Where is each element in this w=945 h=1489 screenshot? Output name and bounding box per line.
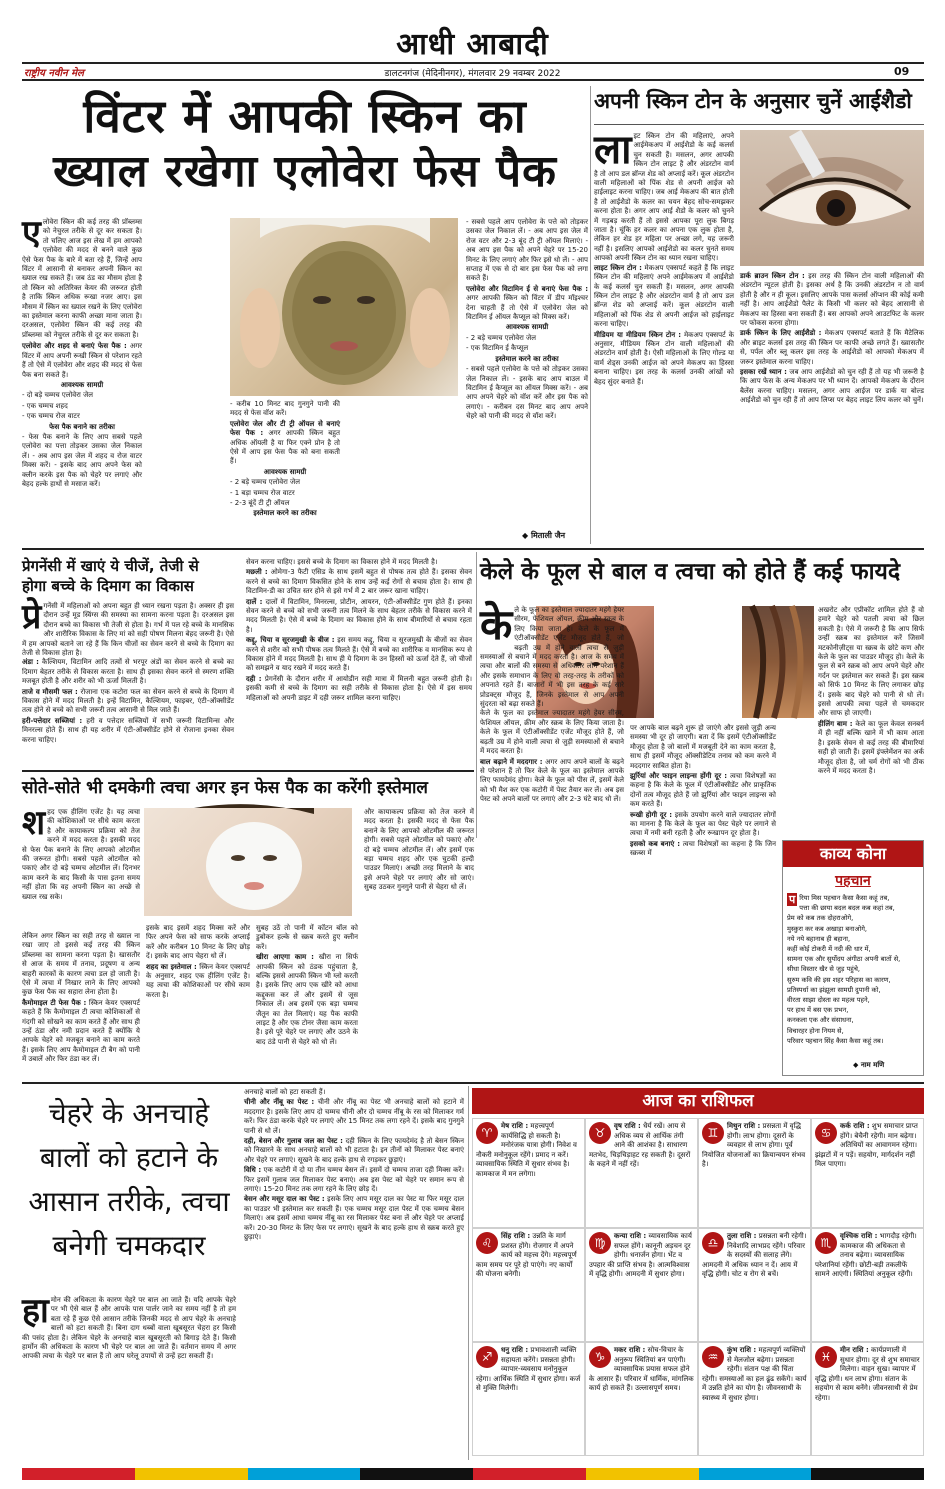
poem-line: विचारहर होना नियम से, xyxy=(787,1026,844,1035)
libra-icon: ♎ xyxy=(702,1232,724,1254)
raashi-cell xyxy=(585,1228,698,1342)
capricorn-icon: ♑ xyxy=(589,1346,611,1368)
materials-title: आवश्यक सामग्री xyxy=(60,380,104,389)
poem-line: सुरुम कवि की इस शहर परिहास का कारण, xyxy=(787,975,891,984)
banana-col2 xyxy=(630,724,776,858)
method-title: फेस पैक बनाने का तरीका xyxy=(49,422,115,431)
sub-text: दही स्किन के लिए फायदेमंद है तो बेसन स्किन को निखारने के साथ अनचाहे बालों को भी हटाता है। इन तीनों को मिलाकर पेस्ट बनाएं और चेहरे पर लगाएं। सूखने के बाद हल्के हाथ से रगड़कर छुड़ाएं। xyxy=(244,1137,464,1164)
poem-line: नये नये बहानाब ही बहाना, xyxy=(787,934,851,943)
eyeshadow-col1 xyxy=(594,127,734,536)
sub-heading: डार्क स्किन के लिए आईशैडो : xyxy=(740,329,822,338)
sub-text: इसके लिए आप मसूर दाल का पेस्ट या फिर मसूर दाल का पाउडर भी इस्तेमाल कर सकती हैं। एक चम्मच मसूर दाल पेस्ट में एक चम्मच बेसन मिलाएं। अब इसमें आधा चम्मच नींबू का रस मिलाकर पेस्ट बना लें और चेहरे पर अप्लाई करें। 20-30 मिनट के लिए फेस पर लगाएं। सूखने के बाद हल्के हाथ से स्क्रब करते हुए छुड़ाएं। xyxy=(244,1195,464,1242)
poem-section-header xyxy=(783,841,923,867)
intro-text: इट स्किन टोन की महिलाएं, अपने आईमेकअप में आईशैडो के कई कलर्स चुन सकती हैं। मसलन, अगर आपकी स्किन टोन लाइट है और अंडरटोन वार्म है तो आप डल ब्रॉन्ज शेड को अप्लाई करें। कूल अंडरटोन वाली महिलाओं को पिंक शेड से अपनी आईज को हाईलाइट करना चाहिए। जब आई मेकअप की बात होती है तो आईशैडो के कलर का चयन बेहद सोच-समझकर करना होता है। अगर आप आई शैडो के कलर को चुनने में गड़बड़ करती हैं तो इससे आपका पूरा लुक बिगड़ जाता है। चूंकि हर कलर का अपना एक लुक होता है, लेकिन हर शेड हर महिला पर अच्छा लगे, यह जरूरी नहीं है। इसलिए आपको आईशैडो का कलर चुनते समय आपको अपनी स्किन टोन का ध्यान रखना चाहिए। xyxy=(594,132,734,263)
sub-text: मेकअप एक्सपर्ट बताते हैं कि मैटेलिक और ब्राइट कलर्स इस तरह की स्किन पर काफी अच्छे लगते हैं। ख्वासतौर से, पर्पल और ब्लू कलर इस तरह के आईशैडो को आपको मेकअप में जरूर इस्तेमाल करना चाहिए। xyxy=(740,329,924,366)
sub-text: इस तरह की स्किन टोन वाली महिलाओं की अंडरटोन न्यूटल होती है। इसका अर्थ है कि उनकी अंडरटोन न तो वार्म होती है और न ही कूल। इसलिए आपके पास कलर्स ऑप्शन की कोई कमी नहीं है। आप आईशैडो पैलेट के किसी भी कलर को बेहद आसानी से मेकअप का हिस्सा बना सकती हैं। बस आपको अपने आउटफिट के कलर पर फोकस करना होगा। xyxy=(740,272,924,328)
dropcap: श xyxy=(22,803,46,843)
virgo-icon: ♍ xyxy=(589,1232,611,1254)
sub-heading: शहद का इस्तेमाल : xyxy=(146,962,197,971)
col2-text: इसके बाद इसमें शहद मिक्स करें और फिर अपने फेस को साफ करके अप्लाई करें और करीबन 10 मिनट के लिए छोड़ दें। इसके बाद आप चेहरा धो लें। xyxy=(146,924,250,961)
raashi-name: कन्या राशि : xyxy=(614,1232,647,1240)
method-text: - फेस पैक बनाने के लिए आप सबसे पहले एलोवेरा का पत्ता तोड़कर उसका जेल निकाल लें। - अब आप इस जेल में शहद व रोज वाटर मिक्स करें। - इसके बाद आप अपने फेस को क्लीन करके इस पैक को चेहरे पर लगाएं और बेहद हल्के हाथों से मसाज करें। xyxy=(22,432,142,488)
material-item: - दो बड़े चम्मच एलोवेरा जेल xyxy=(22,391,94,400)
poem-byline-text: नाम मणि xyxy=(860,1061,885,1069)
sub-text: केले का फूल केवल सनबर्न में ही नहीं बल्कि खाने में भी काम आता है। इसके सेवन से कई तरह की बीमारियां सही हो जाती हैं। इसमें इंफ्लेमेंशन का अर्क मौजूद होता है, जो चर्म रोगों को भी ठीक करने में मदद करता है। xyxy=(818,719,925,775)
headline-line3: आसान तरीके, त्वचा xyxy=(28,1185,230,1218)
headline-line2: ख्याल रखेगा एलोवेरा फेस पैक xyxy=(53,146,557,197)
article-hair-removal-headline xyxy=(22,1092,236,1268)
article-eyeshadow xyxy=(594,84,924,544)
raashi-cell xyxy=(811,1342,924,1456)
sagittarius-icon: ♐ xyxy=(476,1346,498,1368)
dropcap: प्रे xyxy=(22,597,42,637)
raashi-cell xyxy=(585,1118,698,1228)
sub-text: कैल्शियम, विटामिन आदि तत्वों से भरपूर अंडों का सेवन करने से बच्चे का दिमाग बेहतर तरीके से विकास करता है। साथ ही इसका सेवन करने से स्मरण शक्ति मजबूत होती है और शरीर को भी ऊर्जा मिलती है। xyxy=(22,658,234,686)
divider-vertical-mid xyxy=(476,552,477,838)
pregnancy-col1 xyxy=(22,597,234,768)
sub-text: ओमेगा-3 फैटी एसिड के साथ इसमें बहुत से पोषक तत्व होते हैं। इसका सेवन करने से बच्चे का दिमाग विकसित होने के साथ उन्हें कई रोगों से बचाव होता है। साथ ही विटामिन-डी का उचित स्तर होने से इसे गर्भ में 2 बार जरूर खाना चाहिए। xyxy=(246,568,473,596)
poem-lines xyxy=(787,893,921,1059)
divider-vertical-top xyxy=(590,86,591,544)
col1-text: हद एक हीलिंग एजेंट है। यह त्वचा की कोशिकाओं पर सीधे काम करता है और कायाकल्प प्रक्रिया को तेज करने में मदद करता है। इसकी मदद से फेस पैक बनाने के लिए आपको ओटमील की जरूरत होगी। सबसे पहले ओटमील को पकाएं और दो बड़े चम्मच ओटमील लें। दिनभर काम करने के बाद किसी के पास इतना समय नहीं होता कि वह अपनी स्किन का अच्छे से ख्याल रख सके। xyxy=(22,808,140,901)
headline-line4: बनेगी चमकदार xyxy=(52,1229,206,1262)
footer-strip-cyan2 xyxy=(699,1468,812,1480)
raashi-text: शुभ समाचार प्राप्त होंगे। बेचैनी रहेगी। मान बढ़ेगा। अतिथियों का आवागमन रहेगा। झंझटों में न पड़ें। सहयोग, मार्गदर्शन नहीं मिल पाएगा। xyxy=(815,1122,918,1169)
sub-heading: खीरा आएगा काम : xyxy=(256,953,314,962)
sub-heading: रूखी होगी दूर : xyxy=(630,810,673,819)
sub-text: मेकअप एक्सपर्ट के अनुसार, मीडियम स्किन टोन वाली महिलाओं की अंडरटोन वार्म होती है। ऐसी महिलाओं के लिए गोल्ड या वार्म शेड्स उनकी आईज को अपने मेकअप का हिस्सा बनाना चाहिए। इस तरह के कलर्स उनकी आंखों को बेहद सुंदर बनाते हैं। xyxy=(594,330,734,386)
dropcap: के xyxy=(480,600,513,649)
hair-removal-col1 xyxy=(22,1291,236,1460)
eye-makeup-photo xyxy=(740,130,924,266)
raashi-cell xyxy=(811,1118,924,1228)
poem-box xyxy=(782,840,924,1076)
footer-strip-red2 xyxy=(473,1468,586,1480)
sub-heading: इसको कब बनाएं : xyxy=(630,839,681,848)
raashi-cell xyxy=(472,1118,585,1228)
col2-text: सेवन करना चाहिए। इससे बच्चे के दिमाग का विकास होने में मदद मिलती है। xyxy=(246,558,438,566)
poem-byline xyxy=(853,1061,884,1070)
taurus-icon: ♉ xyxy=(589,1122,611,1144)
poem-line: वीरता साझा दोस्ता का महत्व पहने, xyxy=(787,996,870,1005)
raashi-cell xyxy=(698,1118,811,1228)
col3-text: - सबसे पहले आप एलोवेरा के पत्ते को तोड़कर उसका जेल निकाल लें। - अब आप इस जेल में रोज वटर और 2-3 बूंद टी ट्री ऑयल मिलाएं। - अब आप इस पैक को अपने चेहरे पर 15-20 मिनट के लिए लगाएं और फिर इसे धो लें। - आप सप्ताह में एक से दो बार इस फेस पैक को लगा सकते हैं। xyxy=(466,218,588,283)
sub-text: स्किन केयर एक्सपर्ट कहते हैं कि कैमोमाइल टी त्वचा कोशिकाओं से गंदगी को सोखने का काम करते हैं और साथ ही उन्हें ठंडा और नमी प्रदान करते हैं क्योंकि ये आपके चेहरे को मजबूत बनाने का काम करते हैं। इसके लिए आप कैमोमाइल टी बैग को पानी में उबालें और फिर ठंडा कर लें। xyxy=(22,998,140,1064)
sub-text: त्वचा विशेषज्ञों का कहना है कि केले के फूल में एंटीऑक्सीडेंट और प्राकृतिक दोनों तत्व मौजूद होते हैं जो झुर्रियां और फाइन लाइन्स को कम करते हैं। xyxy=(630,772,776,809)
raashi-name: सिंह राशि : xyxy=(501,1232,531,1240)
eye-illustration xyxy=(740,130,924,266)
leo-icon: ♌ xyxy=(476,1232,498,1254)
poem-dropcap: प xyxy=(789,893,796,906)
material-item: - 1 बड़ा चम्मच रोज वाटर xyxy=(230,488,295,497)
footer-strip-yellow xyxy=(135,1468,248,1480)
material-item: - 2 बड़े चम्मच एलोवेरा जेल xyxy=(466,333,536,342)
article-banana-headline: केले के फूल से बाल व त्वचा को होते हैं कई फायदे xyxy=(480,559,901,585)
raashi-name: मीन राशि : xyxy=(840,1346,869,1354)
sub-text: इसके उपयोग करने वाले ज्यादातर लोगों का मानना है कि केले के फूल का पेस्ट चेहरे पर लगाने से त्वचा में नमी बनी रहती है और रूखापन दूर होता है। xyxy=(630,810,776,838)
poem-line: कनकला एक और संसाधना, xyxy=(787,1016,854,1025)
sub-heading: दही : xyxy=(246,674,262,683)
raashi-name: वृष राशि : xyxy=(614,1122,641,1130)
sub-heading: लाइट स्किन टोन : xyxy=(594,263,642,272)
raashi-text: प्रसन्नता बनी रहेगी। निवेशादि लाभप्रद रहेंगे। परिवार के सदस्यों की सलाह लेंगे। आमदनी में अधिक ध्यान न दें। आय में वृद्धि होगी। चोट व रोग से बचें। xyxy=(702,1232,807,1279)
material-item: - एक चम्मच रोज वाटर xyxy=(22,412,80,421)
sleeping-col1 xyxy=(22,803,140,930)
raashi-text: महत्त्वपूर्ण कार्यसिद्धि हो सकती है। मनोरंजक यात्रा होगी। निवेश व नौकरी मनोनुकूल रहेंगे। प्रमाद न करें। व्यावसायिक स्थिति में सुधार संभव है। कामकाज में मन लगेगा। xyxy=(476,1122,577,1178)
raashi-text: उन्नति के मार्ग प्रशस्त होंगे। रोजगार में अपने कार्य को महत्त्व देंगे। महत्त्वपूर्ण काम समय पर पूरे हो पाएंगे। नए कार्यों की योजना बनेगी। xyxy=(476,1232,577,1279)
divider-horizontal-1 xyxy=(22,548,924,550)
raashi-text: व्यावसायिक कार्य सफल होंगे। कानूनी अड़चन दूर होगी। धनार्जन होगा। भेंट व उपहार की प्राप्ति संभव है। आत्मविश्वास में वृद्धि होगी। आमदनी में सुधार होगा। xyxy=(589,1232,692,1279)
raashifal-title: आज का राशिफल xyxy=(642,1091,754,1111)
article-sleeping-facepack xyxy=(22,774,474,1080)
raashi-cell xyxy=(472,1228,585,1342)
sub-heading: ताजे व मौसमी फल : xyxy=(22,687,78,696)
article-pregnancy xyxy=(22,552,472,768)
col2-text: अनचाहे बालों को हटा सकती हैं। xyxy=(244,1088,326,1096)
sub-heading: बाल बढ़ाने में मददगार : xyxy=(480,757,543,766)
material-item: - एक चम्मच शहद xyxy=(22,401,68,410)
byline-diamond-icon: ◆ xyxy=(853,1061,859,1069)
sub-text: त्वचा विशेषज्ञों का कहना है कि जिन स्क्रब्स में xyxy=(630,839,776,858)
footer-strip-yellow2 xyxy=(586,1468,699,1480)
divider-horizontal-2 xyxy=(22,770,474,772)
raashi-text: महत्वपूर्ण व्यक्तियों से मेलजोल बढ़ेगा। प्रसन्नता रहेगी। संतान पक्ष की चिंता रहेगी। समस्याओं का हल ढूंढ सकेंगे। कार्य में उन्नति होने का योग है। जीवनसाथी के स्वास्थ्य में सुधार होगा। xyxy=(702,1346,807,1402)
sub-text: एक कटोरी में दो या तीन चम्मच बेसन लें। इसमें दो चम्मच ताजा दही मिक्स करें। फिर इसमें गुलाब जल मिलाकर पेस्ट बनाएं। अब इस पेस्ट को चेहरे पर समान रूप से लगाएं। 15-20 मिनट तक लगा रहने के लिए छोड़ दें। xyxy=(244,1166,464,1194)
raashi-name: धनु राशि : xyxy=(501,1346,529,1354)
raashi-name: तुला राशि : xyxy=(727,1232,757,1240)
raashi-text: भागदौड़ रहेगी। कामकाज की अधिकता से तनाव बढ़ेगा। व्यावसायिक परेशानियां रहेंगी। छोटी-बड़ी तकलीफें सामने आएंगी। स्थितियां अनुकूल रहेंगी। xyxy=(815,1232,917,1279)
footer-strip-cyan xyxy=(248,1468,361,1480)
poem-line: मुस्कुरा कर कब अखाड़ा बनाओगे, xyxy=(787,924,868,933)
poem-line: कहीं कोई टोकरी में नदी की धार में, xyxy=(787,945,871,954)
sleeping-col4 xyxy=(364,808,474,1080)
sleeping-col3 xyxy=(256,924,358,1080)
sub-heading: एलोवेरा जेल और टी ट्री ऑयल से बनाएं फेस पैक : xyxy=(230,419,340,438)
headline-line1: विंटर में आपकी स्किन का xyxy=(83,89,527,143)
article-hair-removal xyxy=(22,1086,464,1460)
pregnancy-col2 xyxy=(246,558,472,768)
raashi-text: प्रसन्नता में वृद्धि होगी। लाभ होगा। दूसरों के व्यवहार से लाभ होगा। पूर्व नियोजित योजनाओं का क्रियान्वयन संभव है। xyxy=(702,1122,806,1169)
sub-text: स्किन केयर एक्सपर्ट के अनुसार, शहद एक हीलिंग एजेंट है। यह त्वचा की कोशिकाओं पर सीधे काम करता है। xyxy=(146,962,250,999)
aquarius-icon: ♒ xyxy=(702,1346,724,1368)
sub-text: अगर विंटर में आप अपनी रूखी स्किन से परेशान रहते हैं तो ऐसे में एलोवेरा और शहद की मदद से फेस पैक बना सकते हैं। xyxy=(22,342,142,379)
method-title: इस्तेमाल करने का तरीका xyxy=(495,354,559,363)
sub-text: हरी व पत्तेदार सब्जियों में सभी जरूरी विटामिन्स और मिनरल्स होते हैं। साथ ही यह शरीर में एंटी-ऑक्सीडेंट होने से रोजाना इनका सेवन करना चाहिए। xyxy=(22,716,234,744)
raashi-cell xyxy=(698,1228,811,1342)
poem-line: प्रतिस्पर्धा का झंझूला सामग्री दुपानी को, xyxy=(787,985,881,994)
material-item: - 2 बड़े चम्मच एलोवेरा जेल xyxy=(230,478,300,487)
hair-photo xyxy=(742,606,814,718)
footer-strip-red xyxy=(22,1468,135,1480)
sub-text: अगर आपकी स्किन बहुत अधिक ऑयली है या फिर एक्ने प्रोन है तो ऐसे में आप इस फेस पैक को बना सकती हैं। xyxy=(230,429,340,466)
materials-title: आवश्यक सामग्री xyxy=(263,467,307,476)
banana-col3 xyxy=(818,606,924,838)
material-item: - एक विटामिन ई कैप्सूल xyxy=(466,344,529,353)
dropcap: ए xyxy=(22,213,41,253)
sub-heading: दालें : xyxy=(246,597,263,606)
col1-text: गनेंसी में महिलाओं को अपना बहुत ही ध्यान रखना पड़ता है। अक्सर ही इस दौरान उन्हें मूड स्विंग्स की समस्या का सामना करना पड़ता है। दरअसल इस दौरान बच्चे का विकास भी तेजी से होता है। गर्भ में पल रहे बच्चे के मानसिक और शारीरिक विकास के लिए मां को सही पोषण मिलना बेहद जरूरी है। ऐसे में हम आपको बताने जा रहे हैं कि किन चीजों का सेवन करने से बच्चे के दिमाग का तेजी से विकास होता है। xyxy=(22,602,234,658)
headline-line1: चेहरे के अनचाहे xyxy=(48,1097,210,1130)
hair-removal-col2 xyxy=(244,1088,464,1460)
poem-line: सीधा विस्तार खैर से जुड़ पहुंचे, xyxy=(787,965,861,974)
page-number: 09 xyxy=(894,65,910,78)
raashi-name: कर्क राशि : xyxy=(840,1122,870,1130)
white-mask-photo xyxy=(144,808,352,916)
byline xyxy=(522,530,565,541)
sub-text: प्रेगनेंसी के दौरान शरीर में आयोडीन सही मात्रा में मिलनी बहुत जरूरी होती है। इसकी कमी से बच्चे के दिमाग का सही तरीके से विकास होता है। ऐसे में इस समय महिलाओं को अपनी डाइट में दही जरूर शामिल करना चाहिए। xyxy=(246,674,472,702)
sub-heading: दही, बेसन और गुलाब जल का पेस्ट : xyxy=(244,1137,343,1146)
sub-heading: इसका रखें ध्यान : xyxy=(740,368,787,377)
poem-title: पहचान xyxy=(835,873,871,889)
raashi-cell xyxy=(472,1342,585,1456)
raashi-cell xyxy=(811,1228,924,1342)
sub-heading: झुर्रियां और फाइन लाइन्स होंगी दूर : xyxy=(630,772,728,781)
headline-underline xyxy=(594,124,924,125)
sub-text: खीरा ना सिर्फ आपकी स्किन को ठंडक पहुंचाता है, बल्कि इससे आपकी स्किन भी ग्लो करती है। इसके लिए आप एक खीरे को आधा कद्दूकस कर लें और इसमें से जूस निकाल लें। अब इसमें एक बड़ा चम्मच जैतून का तेल मिलाएं। यह पैक काफी लाइट है और एक टोनर जैसा काम करता है। इसे पूरे चेहरे पर लगाएं और उठने के बाद ठंडे पानी से चेहरे को धो लें। xyxy=(256,953,359,1046)
raashi-name: कुंभ राशि : xyxy=(727,1346,757,1354)
sub-heading: बेसन और मसूर दाल का पेस्ट : xyxy=(244,1195,325,1204)
aloe-col3 xyxy=(466,218,588,528)
byline-text: मिताली जैन xyxy=(530,531,566,540)
sub-heading: कैमोमाइल टी फेस पैक : xyxy=(22,998,87,1007)
poem-line: पर हाथ में बस एक प्रभन, xyxy=(787,1006,849,1015)
sub-heading: डार्क ब्राउन स्किन टोन : xyxy=(740,272,805,280)
raashifal-section xyxy=(472,1086,924,1460)
face-mask-illustration xyxy=(230,218,458,396)
col3-text: सुबह उठें तो पानी में कॉटन बॉल को डुबोकर हल्के से स्क्रब करते हुए क्लीन करें। xyxy=(256,924,358,951)
masthead-bottom-rule xyxy=(22,79,924,81)
col1-text: ले के फूल का इस्तेमाल ज्यादातर महंगे हेयर सीरम, फेशियल ऑयल, क्रीम और स्क्रब के लिए किया जाता है। केले के फूल में एंटीऑक्सीडेंट एजेंट मौजूद होते हैं, जो बढ़ती उम्र में होने वाली त्वचा से जुड़ी समस्याओं से बचाने में मदद करता है। आज के समय में त्वचा और बालों की समस्या से अधिकतर लोग परेशान हैं और इसके समाधान के लिए वो तरह-तरह के तरीकों को अपनाते रहते हैं। बाजारों में भी इस तरह के कई सारे प्रोडक्ट्स मौजूद हैं, जिनके इस्तेमाल से आप अपनी सुंदरता को बढ़ा सकते हैं। xyxy=(480,606,624,709)
method-title: इस्तेमाल करने का तरीका xyxy=(253,509,317,518)
materials-title: आवश्यक सामग्री xyxy=(505,323,549,332)
material-item: - 2-3 बूंदें टी ट्री ऑयल xyxy=(230,499,290,508)
footer-strip-black2 xyxy=(811,1468,924,1480)
sub-text: मेकअप एक्सपर्ट कहते हैं कि लाइट स्किन टोन की महिलाएं अपने आईमेकअप में आईशैडो के कई कलर्स चुन सकती हैं। मसलन, अगर आपकी स्किन टोन लाइट है और अंडरटोन वार्म है तो आप डल ब्रॉन्ज शेड को अप्लाई करें। कूल अंडरटोन वाली महिलाओं को पिंक शेड से अपनी आईज को हाईलाइट करना चाहिए। xyxy=(594,263,734,329)
headline-line1: प्रेगनेंसी में खाएं ये चीजें, तेजी से xyxy=(22,557,199,575)
sleeping-col1b xyxy=(22,932,140,1080)
sub-heading: हरी-पत्तेदार सब्जियां : xyxy=(22,716,83,725)
article-aloe-headline xyxy=(22,88,588,200)
aries-icon: ♈ xyxy=(476,1122,498,1144)
sub-heading: मीडियम या मीडियम स्किन टोन : xyxy=(594,330,682,339)
raashi-name: मिथुन राशि : xyxy=(727,1122,761,1130)
raashi-cell xyxy=(698,1342,811,1456)
sub-heading: चीनी और नींबू का पेस्ट : xyxy=(244,1098,315,1107)
divider-vertical-bottom xyxy=(468,1086,469,1460)
sub-heading: अंडा : xyxy=(22,658,39,667)
sleeping-col2 xyxy=(146,924,250,1080)
sub-heading: कद्दू, चिया व सूरजमुखी के बीज : xyxy=(246,636,335,645)
sub-text: अगर आप अपने बालों के बढ़ने से परेशान हैं तो फिर केले के फूल का इस्तेमाल आपके लिए फायदेमंद होगा। केले के फूल को पीस लें, इसमें केले को भी मैश कर एक कटोरी में पेस्ट तैयार कर लें। अब इस पेस्ट को अपने बालों पर लगाएं और 2-3 घंटे बाद धो लें। xyxy=(480,757,624,804)
aloe-col1 xyxy=(22,213,142,544)
banana-col1 xyxy=(480,600,624,838)
white-mask-illustration xyxy=(144,808,352,916)
sub-heading: एलोवेरा और विटामिन ई से बनाएं फेस पैक : xyxy=(466,284,588,293)
article-sleeping-headline: सोते-सोते भी दमकेगी त्वचा अगर इन फेस पैक का करेंगी इस्तेमाल xyxy=(22,778,428,798)
article-eyeshadow-headline: अपनी स्किन टोन के अनुसार चुनें आईशैडो xyxy=(594,89,912,113)
scorpio-icon: ♏ xyxy=(815,1232,837,1254)
col2-text: - करीब 10 मिनट बाद गुनगुने पानी की मदद से फेस वॉश करें। xyxy=(230,400,340,418)
col2-text: पर आपके बाल बढ़ने शुरू हो जाएंगे और इससे जुड़ी अन्य समस्या भी दूर हो जाएगी। बता दें कि इसमें एंटीऑक्सीडेंट मौजूद होता है जो बालों में मजबूती देने का काम करता है, साथ ही इसमें मौजूद ऑक्सीडेटिव तनाव को कम करने में मददगार साबित होता है। xyxy=(630,724,776,770)
raashi-name: वृश्चिक राशि : xyxy=(840,1232,878,1240)
poem-section-title: काव्य कोना xyxy=(819,844,887,863)
poem-line: रिया मिस पहचान कैसा कैसा कहूं तब, xyxy=(799,894,890,902)
poem-line: प्रेम को कब तक दोहराओगे, xyxy=(787,914,854,923)
divider-horizontal-3 xyxy=(22,1082,924,1084)
face-mask-photo xyxy=(230,218,458,396)
col1b-text: केले के फूल का इस्तेमाल ज्यादातर महंगे हेयर सीरम, फेशियल ऑयल, क्रीम और स्क्रब के लिए किया जाता है। केले के फूल में एंटीऑक्सीडेंट एजेंट मौजूद होते हैं, जो बढ़ती उम्र में होने वाली त्वचा से जुड़ी समस्याओं से बचाने में मदद करता है। xyxy=(480,709,624,756)
sub-text: चीनी और नींबू का पेस्ट भी अनचाहे बालों को हटाने में मददगार है। इसके लिए आप दो चम्मच चीनी और दो चम्मच नींबू के रस को मिलाकर गर्म करें। फिर ठंडा करके चेहरे पर लगाएं और 15 मिनट तक लगा रहने दें। इसके बाद गुनगुने पानी से धो लें। xyxy=(244,1098,464,1135)
footer-strip-black xyxy=(360,1468,473,1480)
col4-text: और कायाकल्प प्रक्रिया को तेज करने में मदद करता है। इसकी मदद से फेस पैक बनाने के लिए आपको ओटमील की जरूरत होगी। सबसे पहले ओटमील को पकाएं और दो बड़े चम्मच ओटमील लें। और इसमें एक बड़ा चम्मच शहद और एक चुटकी हल्दी पाउडर मिलाएं। अच्छी तरह मिलाने के बाद इसे अपने चेहरे पर लगाएं और सो जाएं। सुबह उठकर गुनगुने पानी से चेहरा धो लें। xyxy=(364,808,474,892)
masthead-top-rule xyxy=(22,62,924,64)
poem-line: परिवार पहचान सिंह कैसा कैसा कहूं तब। xyxy=(787,1036,884,1045)
poem-line: सामना एक और सुर्योदय अंगीठा अपनी बातों से, xyxy=(787,955,901,964)
raashi-text: कार्यप्रणाली में सुधार होगा। दूर से शुभ समाचार मिलेगा। वाहन सुख। व्यापार में वृद्धि होगी। धन लाभ होगा। संतान के सहयोग से काम बनेंगे। जीवनसाथी से प्रेम रहेगा। xyxy=(815,1346,920,1402)
sub-text: जब आप आईशैडो को चुन रही हैं तो यह भी जरूरी है कि आप फेस के अन्य मेकअप पर भी ध्यान दें। आपको मेकअप के दौरान बैलेंस करना चाहिए। मसलन, अगर आप आईज पर डार्क या बोल्ड आईशैडो को चुन रही हैं तो आप लिप्स पर बेहद लाइट लिप कलर को चुनें। xyxy=(740,368,924,405)
intro-text: लोवेरा स्किन की कई तरह की प्रॉब्लम्स को नेचुरल तरीके से दूर कर सकता है। तो चलिए आज इस लेख में हम आपको एलोवेरा की मदद से बनने वाले कुछ ऐसे फेस पैक के बारे में बता रहे हैं, जिन्हें आप विंटर में आसानी से बनाकर अपनी स्किन का ख्याल रख सकते हैं। जब ठंड का मौसम होता है तो स्किन को अतिरिक्त केयर की जरूरत होती है ताकि स्किन अधिक रूखा नजर आए। इस मौसम में स्किन का ख्याल रखने के लिए एलोवेरा का इस्तेमाल करना काफी अच्छा माना जाता है। दरअसल, एलोवेरा स्किन की कई तरह की प्रॉब्लम्स को नेचुरल तरीके से दूर कर सकता है। xyxy=(22,218,142,339)
poem-line: पत्ता की छाया बदल बदल कब कहां तब, xyxy=(799,904,895,913)
dropcap: ला xyxy=(594,127,632,173)
page-title: आधी आबादी xyxy=(396,27,549,62)
eyeshadow-col2 xyxy=(740,272,924,536)
article-aloe-vera xyxy=(22,82,588,544)
masthead xyxy=(0,0,945,82)
col1-text: मोन की अधिकता के कारण चेहरे पर बाल आ जाते हैं। यदि आपके चेहरे पर भी ऐसे बाल हैं और आपके पास पार्लर जाने का समय नहीं है तो हम बता रहे हैं कुछ ऐसे आसान तरीके जिनकी मदद से आप चेहरे के अनचाहे बालों को हटा सकती हैं। बिना दाग धब्बों वाला खूबसूरत चेहरा हर किसी की पसंद होता है। लेकिन चेहरे के अनचाहे बाल खूबसूरती को बिगाड़ देते हैं। किसी हार्मोन की अधिकता के कारण भी चेहरे पर बाल आ जाते हैं। वर्तमान समय में अगर आपकी त्वचा के चेहरे पर बाल हैं तो आप घरेलू उपायों से उन्हें हटा सकती हैं। xyxy=(22,1296,236,1361)
byline-diamond-icon: ◆ xyxy=(522,531,529,540)
aloe-col2 xyxy=(230,400,340,544)
sub-heading: विधि : xyxy=(244,1166,262,1175)
sub-heading: एलोवेरा और शहद से बनाएं फेस पैक : xyxy=(22,342,127,351)
article-pregnancy-headline xyxy=(22,556,248,596)
hair-illustration xyxy=(742,606,814,718)
raashi-cell xyxy=(585,1342,698,1456)
sub-heading: मछली : xyxy=(246,568,268,577)
headline-line2: होगा बच्चे के दिमाग का विकास xyxy=(22,577,194,595)
col1b-text: लेकिन अगर स्किन का सही तरह से ख्याल ना रखा जाए तो इससे कई तरह की स्किन प्रॉब्लम्स का सामना करना पड़ता है। खासतौर से आज के समय में तनाव, प्रदूषण व अन्य बाहरी कारकों के कारण त्वचा डल हो जाती है। ऐसे में त्वचा में निखार लाने के लिए आपको कुछ फेस पैक का सहारा लेना होता है। xyxy=(22,932,140,997)
dropcap: हा xyxy=(22,1291,49,1331)
sub-text: इस समय कद्दू, चिया व सूरजमुखी के बीजों का सेवन करने से शरीर को सभी पौषक तत्व मिलते हैं। ऐसे में बच्चे का शारीरिक व मानसिक रूप से विकास होने में मदद मिलती है। साथ ही ये दिमाग के उन हिस्सों को ऊर्जा देते हैं, जो चीजों को समझने व याद रखने में मदद करते हैं। xyxy=(246,636,473,673)
raashi-text: प्रभावशाली व्यक्ति सहायता करेंगे। प्रसन्नता होगी। व्यापार-व्यवसाय मनोनुकूल रहेगा। आर्थिक स्थिति में सुधार होगा। कर्ज से मुक्ति मिलेगी। xyxy=(476,1346,581,1393)
sub-heading: हीलिंग बाम : xyxy=(818,719,853,728)
dateline: डालटनगंज (मेदिनीनगर), मंगलवार 29 नवम्बर 2022 xyxy=(384,69,561,79)
sub-text: दालों में विटामिन, मिनरल्स, प्रोटीन, आयरन, एंटी-ऑक्सीडेंट गुण होते हैं। इनका सेवन करने से बच्चे को सभी जरूरी तत्व मिलने के साथ बेहतर तरीके से विकास करने में मदद मिलती है। ऐसे में बच्चे के दिमाग का विकास होने के साथ बीमारियों से बचाव रहता है। xyxy=(246,597,473,634)
headline-line2: बालों को हटाने के xyxy=(39,1141,219,1174)
cancer-icon: ♋ xyxy=(815,1122,837,1144)
sub-text: अगर आपकी स्किन को विंटर में डीप मॉइश्चर देना चाहती हैं तो ऐसे में एलोवेरा जेल को विटामिन ई ऑयल कैप्सूल को मिक्स करें। xyxy=(466,294,588,322)
pisces-icon: ♓ xyxy=(815,1346,837,1368)
raashi-name: मेष राशि : xyxy=(501,1122,529,1130)
paper-name: राष्ट्रीय नवीन मेल xyxy=(24,68,84,79)
gemini-icon: ♊ xyxy=(702,1122,724,1144)
raashifal-header xyxy=(472,1088,924,1114)
sub-text: रोजाना एक कटोरा फल का सेवन करने से बच्चे के दिमाग में विकास होने में मदद मिलती है। इन्हें विटामिन, कैल्शियम, फाइबर, एंटी-ऑक्सीडेंट तत्व होने से बच्चे को सभी जरूरी तत्व आसानी से मिल जाते हैं। xyxy=(22,687,234,715)
footer-color-strip xyxy=(22,1468,924,1480)
method-text: - सबसे पहले एलोवेरा के पत्ते को तोड़कर उसका जेल निकाल लें। - इसके बाद आप बाउल में विटामिन ई कैप्सूल का ऑयल मिक्स करें। - अब आप अपने चेहरे को वॉश करें और इस पैक को लगाएं। - करीबन दस मिनट बाद आप अपने चेहरे को पानी की मदद से वॉश करें। xyxy=(466,365,588,421)
col3-text: अखरोट और एप्रीकॉट शामिल होते हैं वो हमारे चेहरे को पतली त्वचा को छिल सकती है। ऐसे में जरूरी है कि आप सिर्फ उन्हीं स्क्रब का इस्तेमाल करें जिसमें मटकोनीज़ीट्स या स्क्रब के छोटे कण और केले के फूल का पाउडर मौजूद हो। केले के फूल से बने स्क्रब को आप अपने चेहरे और गर्दन पर इस्तेमाल कर सकते हैं। इस स्क्रब को सिर्फ 10 मिनट के लिए लगाकर छोड़ दें। इसके बाद चेहरे को पानी से धो लें। इससे आपकी त्वचा पहले से चमकदार और साफ हो जाएगी। xyxy=(818,606,924,718)
raashi-name: मकर राशि : xyxy=(614,1346,646,1354)
raashi-text: धैर्य रखें। आय से अधिक व्यय से आर्थिक तंगी आने की आशंका है। साधारण मतभेद, चिड़चिड़ाहट रह सकती है। दूसरों के कहने में नहीं रहें। xyxy=(589,1122,691,1169)
raashi-text: सोच-विचार के अनुरूप स्थितियां बन पाएंगी। व्यावसायिक प्रयास सफल होने के आसार हैं। परिवार में धार्मिक, मांगलिक कार्य हो सकते हैं। उल्लासपूर्ण समय। xyxy=(589,1346,694,1393)
